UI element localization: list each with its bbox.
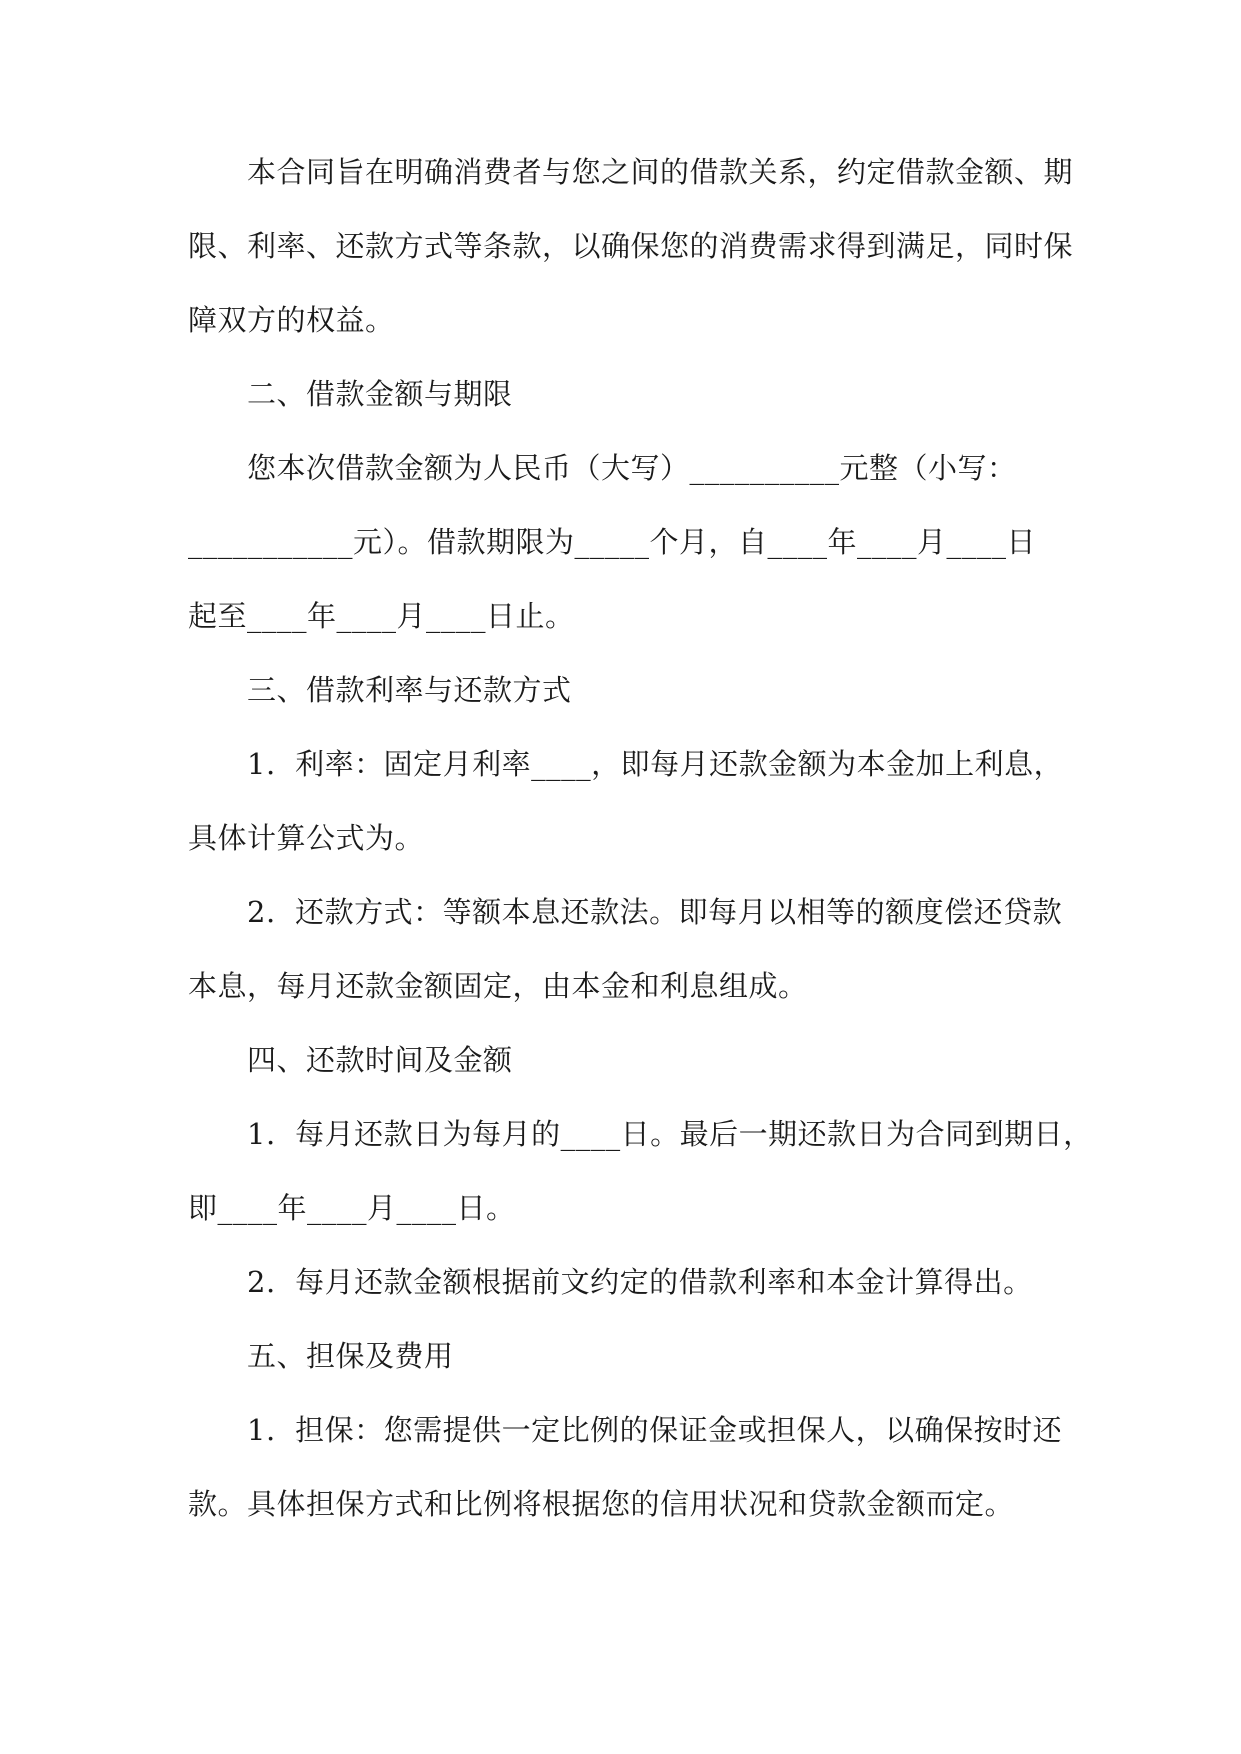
section-heading: 五、担保及费用 <box>247 1339 454 1373</box>
section-heading: 三、借款利率与还款方式 <box>247 673 572 707</box>
list-item-line: 2. 还款方式：等额本息还款法。即每月以相等的额度偿还贷款 <box>247 895 1063 929</box>
list-item-line: 即____年____月____日。 <box>188 1191 516 1225</box>
section-heading: 四、还款时间及金额 <box>247 1043 513 1077</box>
list-item-line: 本息，每月还款金额固定，由本金和利息组成。 <box>188 969 808 1003</box>
list-item-line: 1. 担保：您需提供一定比例的保证金或担保人，以确保按时还 <box>247 1413 1063 1447</box>
paragraph-line: 本合同旨在明确消费者与您之间的借款关系，约定借款金额、期 <box>247 155 1074 189</box>
list-item-line: 1. 利率：固定月利率____，即每月还款金额为本金加上利息， <box>247 747 1064 781</box>
list-item-line: 2. 每月还款金额根据前文约定的借款利率和本金计算得出。 <box>247 1265 1033 1299</box>
paragraph-line: 限、利率、还款方式等条款，以确保您的消费需求得到满足，同时保 <box>188 229 1074 263</box>
list-item-line: 具体计算公式为。 <box>188 821 425 855</box>
paragraph-line: 障双方的权益。 <box>188 303 395 337</box>
paragraph-line: 您本次借款金额为人民币（大写）__________元整（小写： <box>247 451 1017 485</box>
section-heading: 二、借款金额与期限 <box>247 377 513 411</box>
paragraph-line: ___________元）。借款期限为_____个月，自____年____月____日 <box>188 525 1037 559</box>
paragraph-line: 起至____年____月____日止。 <box>188 599 575 633</box>
list-item-line: 款。具体担保方式和比例将根据您的信用状况和贷款金额而定。 <box>188 1487 1015 1521</box>
list-item-line: 1. 每月还款日为每月的____日。最后一期还款日为合同到期日， <box>247 1117 1093 1151</box>
